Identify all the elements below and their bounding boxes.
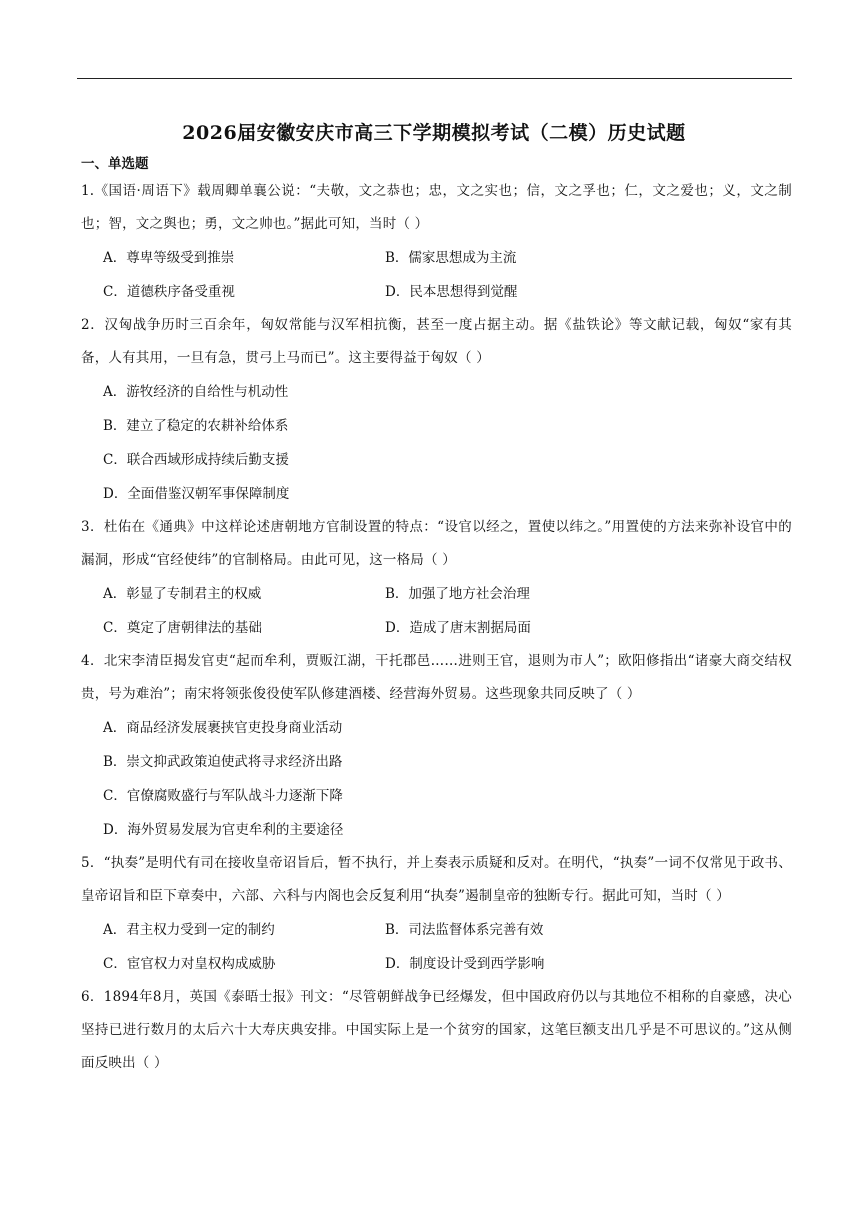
question-4 — [81, 645, 792, 847]
question-text: 3．杜佑在《通典》中这样论述唐朝地方官制设置的特点：“设官以经之，置使以纬之。”用置使的方法来弥补设官中的漏洞，形成“官经使纬”的官制格局。由此可见，这一格局（ ） — [81, 519, 792, 568]
option-d[interactable]: D．民本思想得到觉醒 — [385, 284, 518, 300]
question-text: 1.《国语·周语下》载周卿单襄公说：“夫敬，文之恭也；忠，文之实也；信，文之孚也；仁，文之爱也；义，文之制也；智，文之舆也；勇，文之帅也。”据此可知，当时（ ） — [81, 183, 792, 232]
question-text: 6．1894年8月，英国《泰晤士报》刊文：“尽管朝鲜战争已经爆发，但中国政府仍以与其地位不相称的自豪感，决心坚持已进行数月的太后六十大寿庆典安排。中国实际上是一个贫穷的国家，这笔巨额支出几乎是不可思议的。”这从侧面反映出（ ） — [81, 989, 792, 1071]
option-b[interactable]: B．建立了稳定的农耕补给体系 — [103, 418, 289, 434]
option-c[interactable]: C．道德秩序备受重视 — [103, 284, 235, 300]
question-text: 5．“执奏”是明代有司在接收皇帝诏旨后，暂不执行，并上奏表示质疑和反对。在明代，“执奏”一词不仅常见于政书、皇帝诏旨和臣下章奏中，六部、六科与内阁也会反复利用“执奏”遏制皇帝的独断专行。据此可知，当时（ ） — [81, 855, 792, 904]
option-a[interactable]: A．君主权力受到一定的制约 — [103, 922, 275, 938]
option-a[interactable]: A．商品经济发展裹挟官吏投身商业活动 — [103, 720, 343, 736]
options — [81, 375, 792, 511]
option-a[interactable]: A．尊卑等级受到推崇 — [103, 250, 235, 266]
option-c[interactable]: C．奠定了唐朝律法的基础 — [103, 620, 262, 636]
page-title: 2026届安徽安庆市高三下学期模拟考试（二模）历史试题 — [182, 122, 686, 144]
options — [81, 711, 792, 847]
question-5 — [81, 847, 792, 981]
question-2 — [81, 309, 792, 511]
question-3 — [81, 511, 792, 645]
question-text: 4．北宋李清臣揭发官吏“起而牟利，贾贩江湖，干托郡邑……进则王官，退则为市人”；欧阳修指出“诸豪大商交结权贵，号为难治”；南宋将领张俊役使军队修建酒楼、经营海外贸易。这些现象共同反映了（ ） — [81, 653, 792, 702]
question-text: 2．汉匈战争历时三百余年，匈奴常能与汉军相抗衡，甚至一度占据主动。据《盐铁论》等文献记载，匈奴“家有其备，人有其用，一旦有急，贯弓上马而已”。这主要得益于匈奴（ ） — [81, 317, 792, 366]
option-b[interactable]: B．崇文抑武政策迫使武将寻求经济出路 — [103, 754, 343, 770]
option-d[interactable]: D．制度设计受到西学影响 — [385, 956, 545, 972]
option-d[interactable]: D．海外贸易发展为官吏牟利的主要途径 — [103, 822, 344, 838]
option-b[interactable]: B．司法监督体系完善有效 — [385, 922, 544, 938]
header-rule — [77, 78, 792, 79]
option-c[interactable]: C．联合西域形成持续后勤支援 — [103, 452, 289, 468]
question-1 — [81, 175, 792, 309]
option-b[interactable]: B．儒家思想成为主流 — [385, 250, 517, 266]
option-c[interactable]: C．官僚腐败盛行与军队战斗力逐渐下降 — [103, 788, 343, 804]
section-heading: 一、单选题 — [81, 156, 149, 172]
option-a[interactable]: A．彰显了专制君主的权威 — [103, 586, 262, 602]
option-b[interactable]: B．加强了地方社会治理 — [385, 586, 530, 602]
question-6 — [81, 981, 792, 1080]
option-c[interactable]: C．宦官权力对皇权构成威胁 — [103, 956, 276, 972]
option-a[interactable]: A．游牧经济的自给性与机动性 — [103, 384, 289, 400]
options — [81, 241, 792, 309]
option-d[interactable]: D．造成了唐末割据局面 — [385, 620, 531, 636]
options — [81, 913, 792, 981]
options — [81, 577, 792, 645]
exam-content — [81, 153, 792, 1080]
option-d[interactable]: D．全面借鉴汉朝军事保障制度 — [103, 486, 290, 502]
